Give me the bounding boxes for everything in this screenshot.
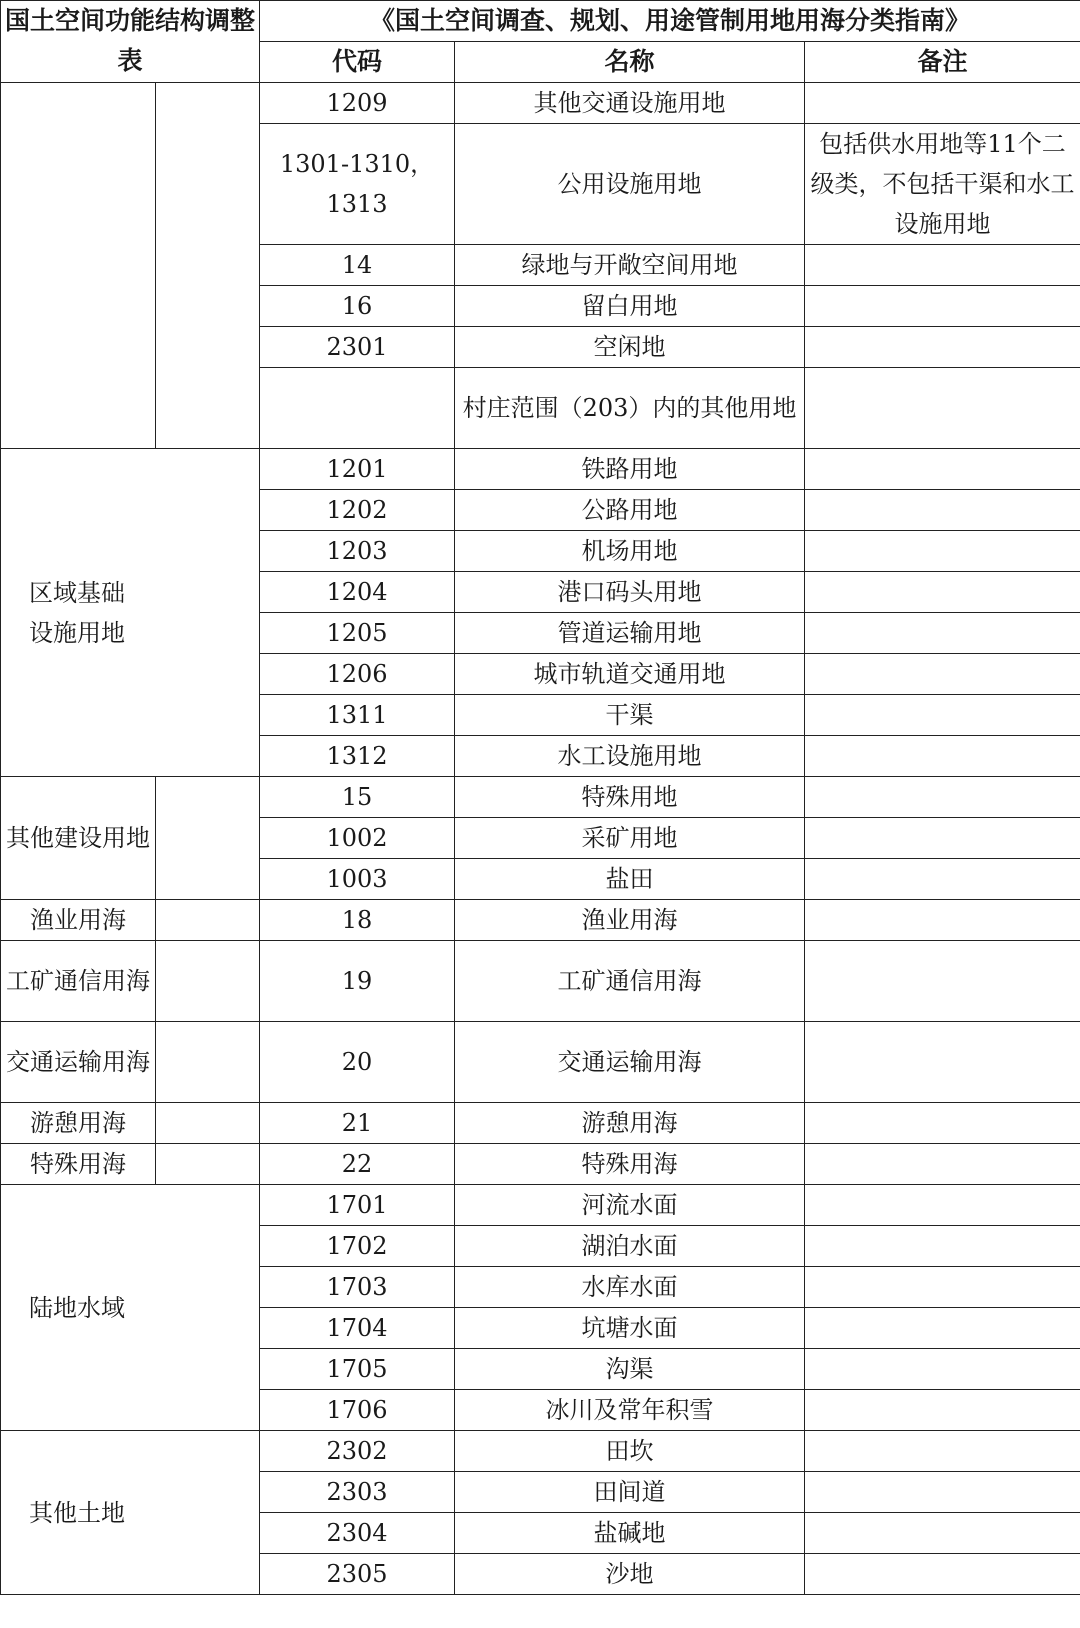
column-header-note: 备注 [805,42,1080,83]
note-cell [805,736,1080,777]
name-cell: 渔业用海 [455,900,805,941]
note-cell [805,245,1080,286]
name-cell: 绿地与开敞空间用地 [455,245,805,286]
name-cell: 管道运输用地 [455,613,805,654]
name-cell: 村庄范围（203）内的其他用地 [455,368,805,449]
name-cell: 田坎 [455,1431,805,1472]
name-cell: 干渠 [455,695,805,736]
code-cell: 21 [260,1103,455,1144]
group-regional-infrastructure [1,449,260,777]
code-cell: 1312 [260,736,455,777]
code-cell: 1704 [260,1308,455,1349]
name-cell: 坑塘水面 [455,1308,805,1349]
name-cell: 公路用地 [455,490,805,531]
name-cell: 交通运输用海 [455,1022,805,1103]
code-cell: 1702 [260,1226,455,1267]
note-cell: 包括供水用地等11个二级类，不包括干渠和水工设施用地 [805,124,1080,245]
group-transport-sea: 交通运输用海 [1,1022,156,1103]
group-land-water [1,1185,260,1431]
name-cell: 铁路用地 [455,449,805,490]
note-cell [805,777,1080,818]
note-cell [805,327,1080,368]
code-cell: 2301 [260,327,455,368]
name-cell: 空闲地 [455,327,805,368]
note-cell [805,1226,1080,1267]
name-cell: 水工设施用地 [455,736,805,777]
note-cell [805,1144,1080,1185]
name-cell: 游憩用海 [455,1103,805,1144]
group-mining-comm-sea: 工矿通信用海 [1,941,156,1022]
note-cell [805,695,1080,736]
group-other-land [1,1431,260,1595]
subgroup-cell [156,900,260,941]
name-cell: 沙地 [455,1554,805,1595]
note-cell [805,1349,1080,1390]
header-right-title: 《国土空间调查、规划、用途管制用地用海分类指南》 [260,1,1080,42]
code-cell: 1311 [260,695,455,736]
name-cell: 冰川及常年积雪 [455,1390,805,1431]
name-cell: 公用设施用地 [455,124,805,245]
note-cell [805,1103,1080,1144]
note-cell [805,900,1080,941]
subgroup-cell-continued [156,83,260,449]
code-cell: 16 [260,286,455,327]
code-cell: 1002 [260,818,455,859]
code-cell [260,368,455,449]
code-cell: 1706 [260,1390,455,1431]
code-cell: 1206 [260,654,455,695]
name-cell: 盐碱地 [455,1513,805,1554]
name-cell: 河流水面 [455,1185,805,1226]
note-cell [805,286,1080,327]
name-cell: 工矿通信用海 [455,941,805,1022]
subgroup-cell [156,777,260,900]
note-cell [805,1022,1080,1103]
column-header-name: 名称 [455,42,805,83]
note-cell [805,1431,1080,1472]
name-cell: 采矿用地 [455,818,805,859]
group-cell-continued [1,83,156,449]
group-fishery-sea: 渔业用海 [1,900,156,941]
code-cell: 1209 [260,83,455,124]
note-cell [805,449,1080,490]
code-cell: 18 [260,900,455,941]
name-cell: 特殊用海 [455,1144,805,1185]
code-cell: 1703 [260,1267,455,1308]
note-cell [805,613,1080,654]
note-cell [805,1513,1080,1554]
code-cell: 2304 [260,1513,455,1554]
note-cell [805,1472,1080,1513]
note-cell [805,654,1080,695]
name-cell: 水库水面 [455,1267,805,1308]
name-cell: 田间道 [455,1472,805,1513]
group-label: 陆地水域 [29,1293,125,1322]
code-cell: 15 [260,777,455,818]
group-special-sea: 特殊用海 [1,1144,156,1185]
note-cell [805,818,1080,859]
name-cell: 特殊用地 [455,777,805,818]
code-cell: 1301-1310，1313 [260,124,455,245]
note-cell [805,859,1080,900]
code-cell: 2303 [260,1472,455,1513]
code-cell: 22 [260,1144,455,1185]
code-cell: 1203 [260,531,455,572]
name-cell: 留白用地 [455,286,805,327]
note-cell [805,531,1080,572]
note-cell [805,941,1080,1022]
subgroup-cell [156,1103,260,1144]
code-cell: 1705 [260,1349,455,1390]
column-header-code: 代码 [260,42,455,83]
note-cell [805,1185,1080,1226]
code-cell: 1201 [260,449,455,490]
note-cell [805,1267,1080,1308]
note-cell [805,572,1080,613]
header-left-title: 国土空间功能结构调整表 [1,1,260,83]
group-label: 区域基础设施用地 [29,578,125,647]
code-cell: 2305 [260,1554,455,1595]
note-cell [805,1390,1080,1431]
subgroup-cell [156,1022,260,1103]
note-cell [805,83,1080,124]
name-cell: 沟渠 [455,1349,805,1390]
code-cell: 20 [260,1022,455,1103]
name-cell: 城市轨道交通用地 [455,654,805,695]
code-cell: 2302 [260,1431,455,1472]
subgroup-cell [156,1144,260,1185]
name-cell: 盐田 [455,859,805,900]
code-cell: 1205 [260,613,455,654]
code-cell: 1202 [260,490,455,531]
name-cell: 港口码头用地 [455,572,805,613]
name-cell: 湖泊水面 [455,1226,805,1267]
note-cell [805,1554,1080,1595]
code-cell: 1003 [260,859,455,900]
note-cell [805,1308,1080,1349]
code-cell: 1701 [260,1185,455,1226]
note-cell [805,368,1080,449]
note-cell [805,490,1080,531]
group-other-construction: 其他建设用地 [1,777,156,900]
group-label: 其他土地 [29,1498,125,1527]
group-recreation-sea: 游憩用海 [1,1103,156,1144]
name-cell: 机场用地 [455,531,805,572]
code-cell: 14 [260,245,455,286]
code-cell: 19 [260,941,455,1022]
name-cell: 其他交通设施用地 [455,83,805,124]
subgroup-cell [156,941,260,1022]
code-cell: 1204 [260,572,455,613]
